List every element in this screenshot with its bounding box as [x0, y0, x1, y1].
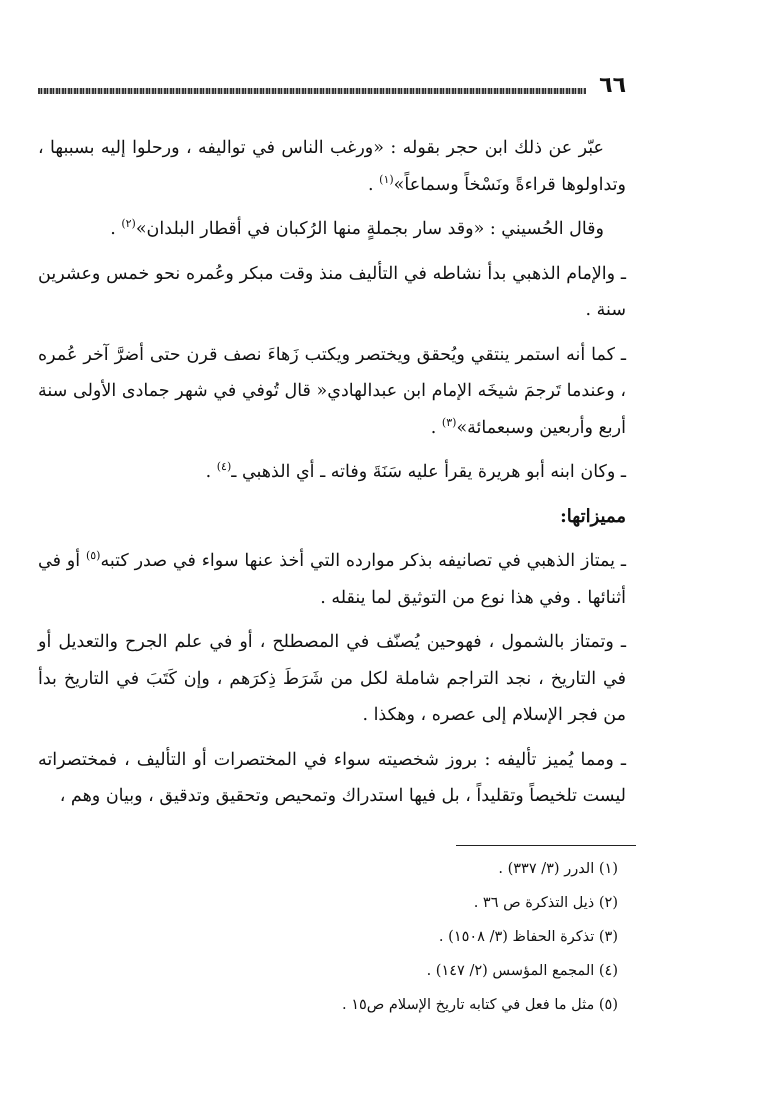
footnote-ref: (٤) [216, 460, 232, 474]
paragraph: ـ والإمام الذهبي بدأ نشاطه في التأليف منذ وقت مبكر وعُمره نحو خمس وعشرين سنة . [38, 263, 626, 320]
footnote-ref: (١) [379, 172, 394, 186]
section-title: مميزاتها: [560, 505, 626, 527]
paragraph: ـ يمتاز الذهبي في تصانيفه بذكر موارده التي أخذ عنها سواء في صدر كتبه$^{(٥)}$ أو في أثنائها . وفي هذا نوع من التوثيق لما ينقله . [38, 549, 627, 608]
footnote: (٤) المجمع المؤسس (٢/ ١٤٧) . [426, 963, 618, 979]
paragraph: عبّر عن ذلك ابن حجر بقوله : «ورغب الناس في تواليفه ، ورحلوا إليه بسببها ، وتداولوها قراءةً ونَسْخاً وسماعاً»$^{(١)}$ . [38, 138, 626, 195]
paragraph: وقال الحُسيني : «وقد سار بجملةٍ منها الرُكبان في أقطار البلدان»$^{(٢)}$ . [110, 217, 604, 239]
page-header [38, 70, 626, 102]
footnote: (٣) تذكرة الحفاظ (٣/ ١٥٠٨) . [438, 929, 618, 945]
page-number: ٦٦ [599, 73, 626, 98]
paragraph: ـ ومما يُميز تأليفه : بروز شخصيته سواء في المختصرات أو التأليف ، فمختصراته ليست تلخيصاً وتقليداً ، بل فيها استدراك وتمحيص وتحقيق وتدقيق ، وبيان وهم ، [38, 749, 626, 806]
body-text [38, 130, 626, 823]
footnote-ref: (٢) [121, 217, 136, 231]
header-rule [38, 88, 586, 94]
footnote: (٥) مثل ما فعل في كتابه تاريخ الإسلام ص١٥ . [342, 997, 618, 1013]
footnote-ref: (٣) [441, 415, 457, 429]
footnotes [38, 852, 618, 1022]
footnote: (٢) ذيل التذكرة ص ٣٦ . [473, 895, 618, 911]
paragraph: ـ وكان ابنه أبو هريرة يقرأ عليه سَنَةَ وفاته ـ أي الذهبي ـ$^{(٤)}$ . [205, 460, 626, 482]
footnote-separator [456, 845, 636, 846]
footnote: (١) الدرر (٣/ ٣٣٧) . [498, 861, 618, 877]
footnote-ref: (٥) [85, 549, 101, 563]
paragraph: ـ كما أنه استمر ينتقي ويُحقق ويختصر ويكتب زَهاءَ نصف قرن حتى أضرَّ آخر عُمره ، وعندما تَرجمَ شيخَه الإمام ابن عبدالهادي« قال تُوفي في شهر جمادى الأولى سنة أربع وأربعين وسبعمائة»$^{(٣)}$ . [38, 344, 626, 438]
paragraph: ـ وتمتاز بالشمول ، فهوحين يُصنّف في المصطلح ، أو في علم الجرح والتعديل أو في التاريخ ، نجد التراجم شاملة لكل من شَرَطَ ذِكرَهم ، وإن كَتَبَ في التاريخ بدأ من فجر الإسلام إلى عصره ، وهكذا . [38, 632, 626, 725]
